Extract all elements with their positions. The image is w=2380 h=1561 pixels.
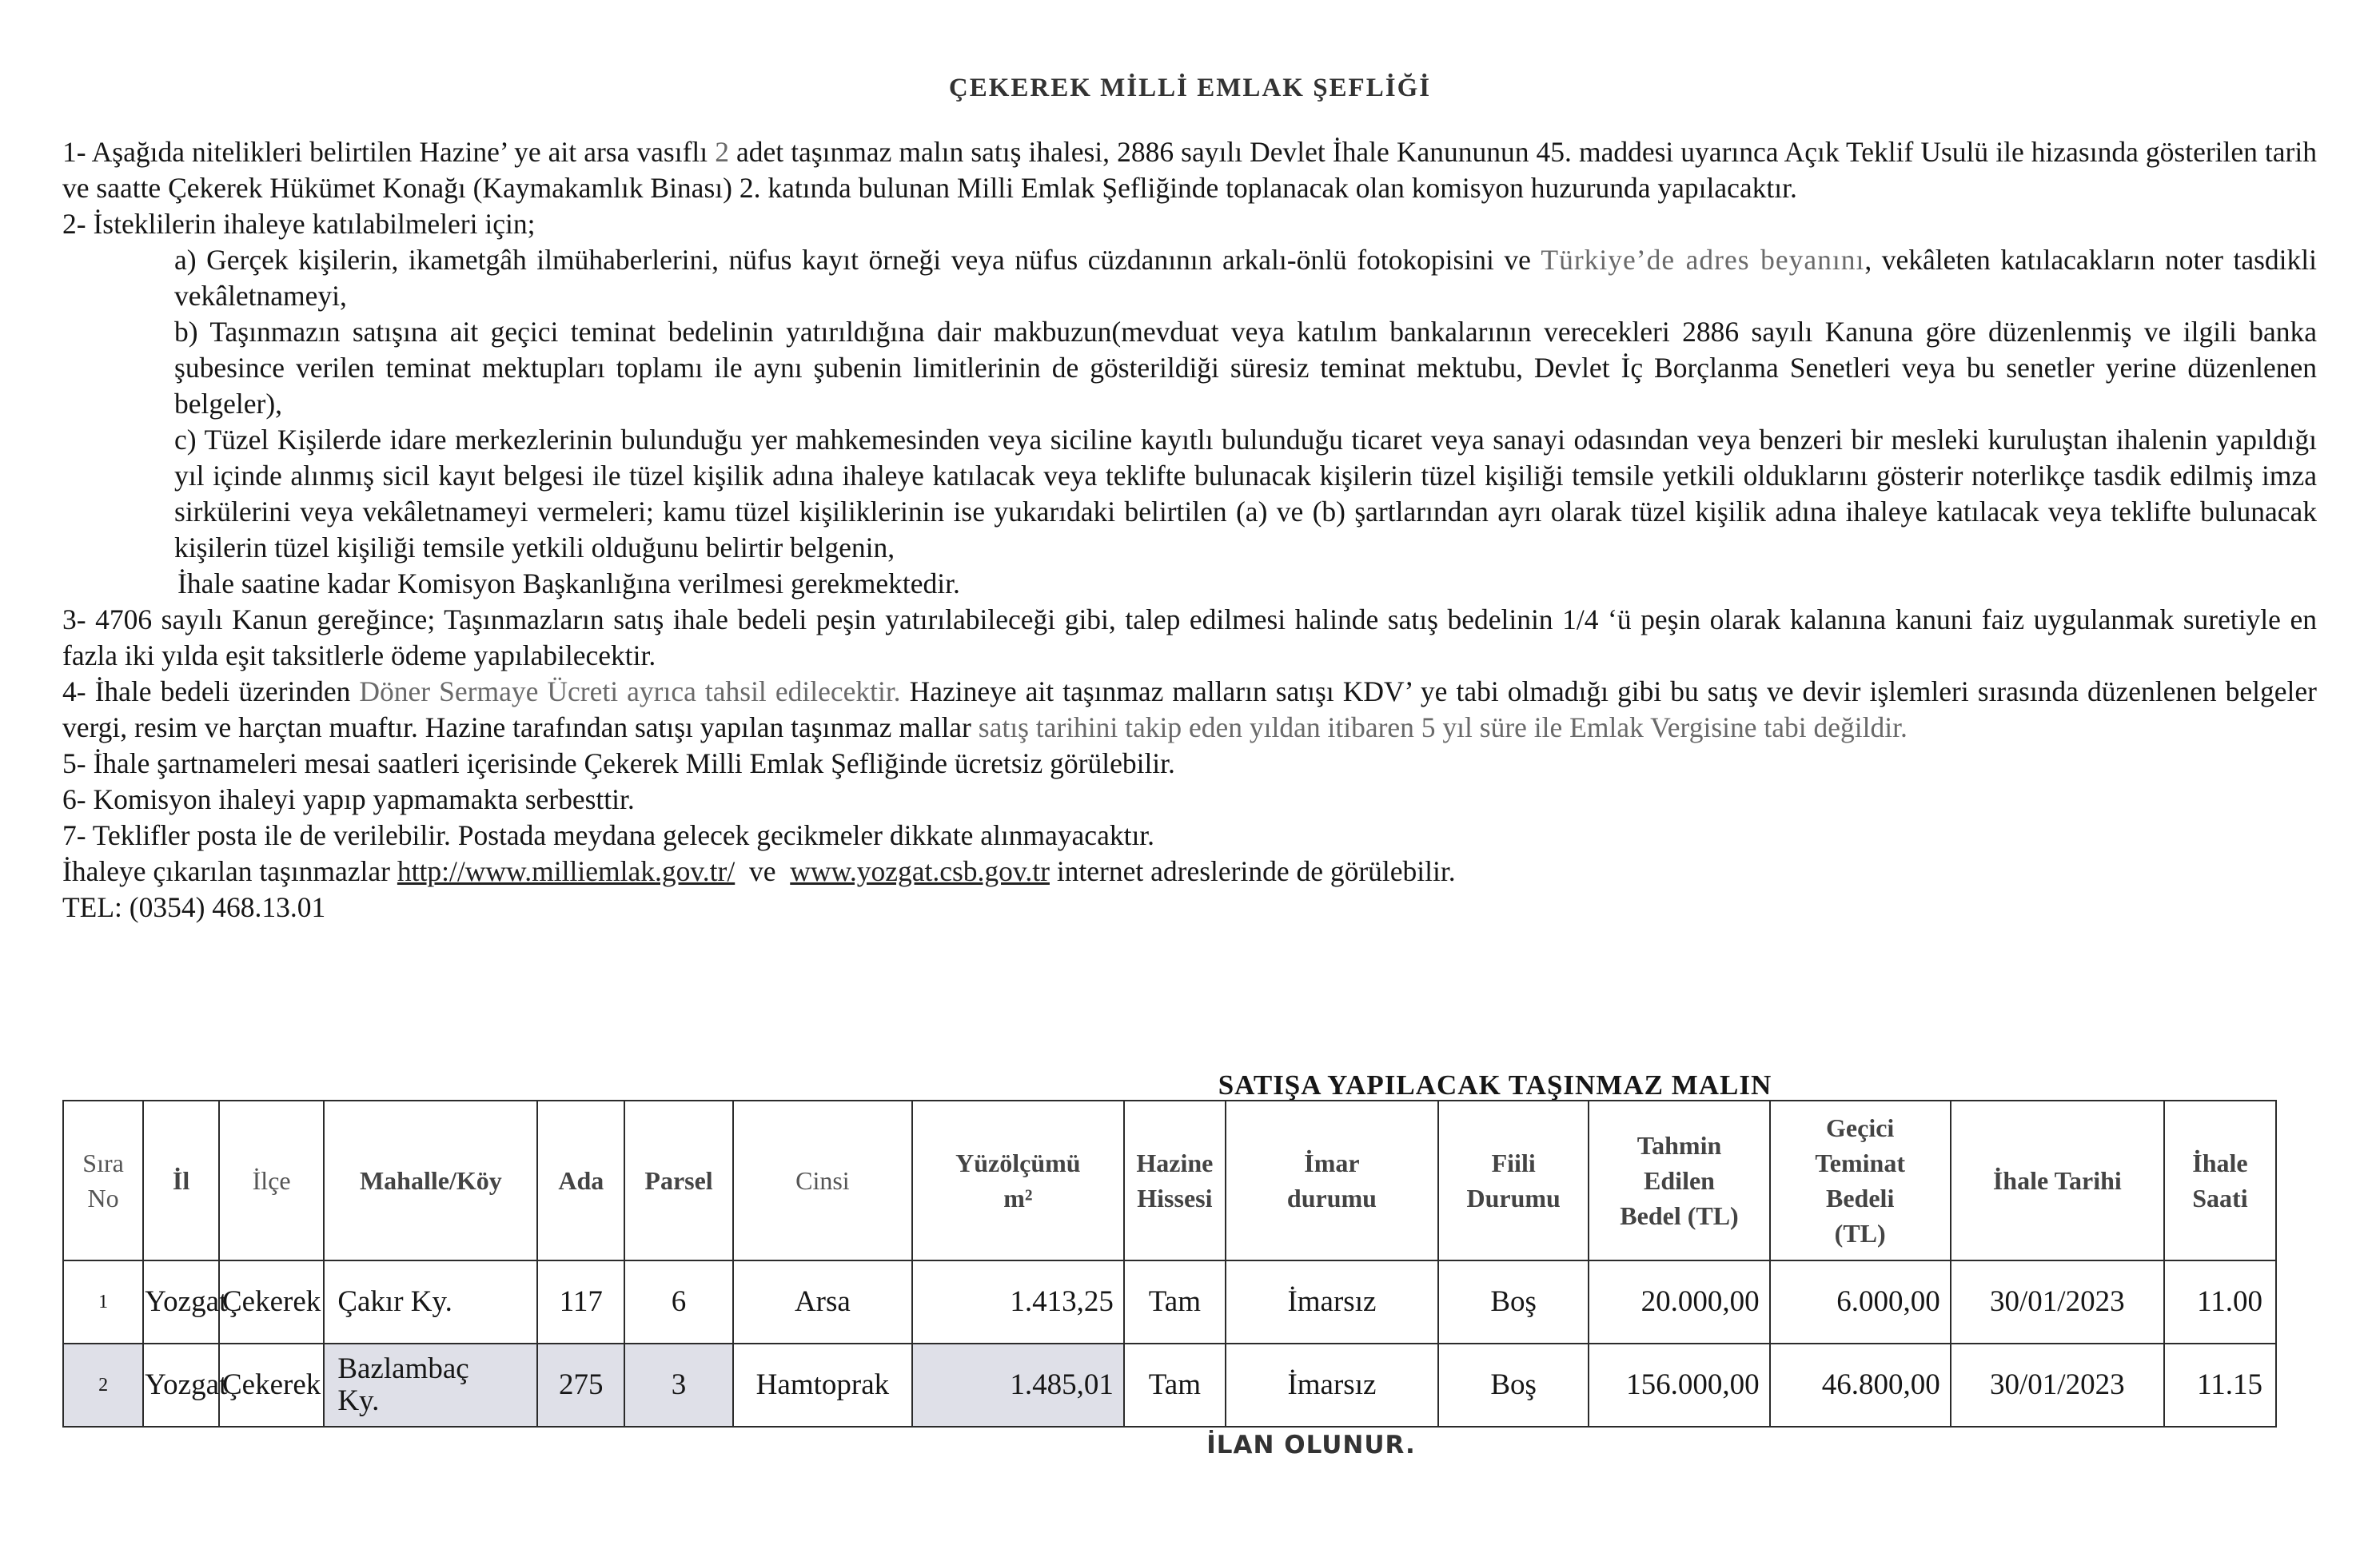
links-line <box>62 854 2317 890</box>
cell-imar: İmarsız <box>1226 1344 1438 1427</box>
cell-ada: 275 <box>537 1344 624 1427</box>
paragraph-2a-text-a: a) Gerçek kişilerin, ikametgâh ilmühaberlerini, nüfus kayıt örneği veya nüfus cüzdanının arkalı-önlü fotokopisini ve <box>174 244 1541 276</box>
cell-mahalle: Bazlambaç Ky. <box>324 1344 537 1427</box>
cell-sira: 1 <box>63 1260 143 1344</box>
table-title: SATIŞA YAPILACAK TAŞINMAZ MALIN <box>1218 1069 1772 1101</box>
cell-yuzolcumu: 1.413,25 <box>912 1260 1124 1344</box>
header-mahalle: Mahalle/Köy <box>324 1101 537 1260</box>
header-parsel: Parsel <box>624 1101 733 1260</box>
header-fiili-durumu: Fiili Durumu <box>1438 1101 1589 1260</box>
cell-mahalle: Çakır Ky. <box>324 1260 537 1344</box>
cell-tarih: 30/01/2023 <box>1951 1344 2164 1427</box>
header-il: İl <box>143 1101 219 1260</box>
links-line-text-a: İhaleye çıkarılan taşınmazlar <box>62 855 397 887</box>
property-table-wrapper <box>62 1100 2277 1428</box>
paragraph-2b: b) Taşınmazın satışına ait geçici teminat bedelinin yatırıldığına dair makbuzun(mevduat veya katılım bankalarının verecekleri 2886 sayılı Kanuna göre düzenlenmiş ve ilgili banka şubesince verilen teminat mektupları toplamı ile aynı şubenin limitlerinin de gösterildiği süresiz teminat mektubu, Devlet İç Borçlanma Senetleri veya bu senetler yerine düzenlenen belgeler), <box>174 316 2317 420</box>
cell-il: Yozgat <box>143 1260 219 1344</box>
header-ihale-saati: İhale Saati <box>2164 1101 2276 1260</box>
cell-sira: 2 <box>63 1344 143 1427</box>
footer-notice: İLAN OLUNUR. <box>1206 1431 1416 1459</box>
cell-yuzolcumu: 1.485,01 <box>912 1344 1124 1427</box>
links-line-text-b: internet adreslerinde de görülebilir. <box>1049 855 1456 887</box>
paragraph-2c: c) Tüzel Kişilerde idare merkezlerinin bulunduğu yer mahkemesinden veya siciline kayıtlı bulunduğu ticaret veya sanayi odasından veya benzeri bir mesleki kuruluştan ihalenin yapıldığı yıl içinde alınmış sicil kayıt belgesi ile tüzel kişilik adına ihaleye katılacak veya teklifte bulunacak kişilerin tüzel kişiliği temsile yetkili olduklarını gösterir noterlikçe tasdik edilmiş imza sirkülerini veya vekâletnameyi vermeleri; kamu tüzel kişiliklerinin ise yukarıdaki belirtilen (a) ve (b) şartlarından ayrı olarak tüzel kişilik adına ihaleye katılacak veya teklifte bulunacak kişilerin tüzel kişiliği temsile yetkili olduğunu belirtir belgenin, <box>174 424 2317 563</box>
cell-fiili: Boş <box>1438 1260 1589 1344</box>
header-hazine-hissesi: Hazine Hissesi <box>1124 1101 1226 1260</box>
paragraph-4-text-b: Hazineye ait taşınmaz malların satışı KDV’ ye tabi olmadığı gibi bu satış ve devir işlemleri sırasında düzenlenen belgeler vergi, resim ve harçtan muaftır. Hazine tarafından satışı yapılan taşınmaz mallar <box>62 675 2317 743</box>
paragraph-5: 5- İhale şartnameleri mesai saatleri içerisinde Çekerek Milli Emlak Şefliğinde ücretsiz görülebilir. <box>62 747 1175 779</box>
cell-saat: 11.15 <box>2164 1344 2276 1427</box>
paragraph-2d: İhale saatine kadar Komisyon Başkanlığına verilmesi gerekmektedir. <box>177 567 960 599</box>
table-row <box>63 1260 2276 1344</box>
cell-parsel: 3 <box>624 1344 733 1427</box>
cell-hisse: Tam <box>1124 1260 1226 1344</box>
cell-ilce: Çekerek <box>219 1344 324 1427</box>
cell-ada: 117 <box>537 1260 624 1344</box>
cell-tahmin: 20.000,00 <box>1589 1260 1769 1344</box>
cell-cinsi: Arsa <box>733 1260 912 1344</box>
page-title: ÇEKEREK MİLLİ EMLAK ŞEFLİĞİ <box>948 74 1432 102</box>
header-sira: Sıra No <box>63 1101 143 1260</box>
cell-tarih: 30/01/2023 <box>1951 1260 2164 1344</box>
paragraph-1-text-a: 1- Aşağıda nitelikleri belirtilen Hazine’ ye ait arsa vasıflı <box>62 136 716 168</box>
telephone: TEL: (0354) 468.13.01 <box>62 891 326 923</box>
paragraph-4-text-a: 4- İhale bedeli üzerinden <box>62 675 360 707</box>
cell-saat: 11.00 <box>2164 1260 2276 1344</box>
cell-imar: İmarsız <box>1226 1260 1438 1344</box>
cell-fiili: Boş <box>1438 1344 1589 1427</box>
cell-tahmin: 156.000,00 <box>1589 1344 1769 1427</box>
cell-parsel: 6 <box>624 1260 733 1344</box>
address-declaration-text: Türkiye’de adres beyanını <box>1541 244 1865 276</box>
property-count: 2 <box>715 136 729 168</box>
cell-cinsi: Hamtoprak <box>733 1344 912 1427</box>
header-gecici-teminat: Geçici Teminat Bedeli (TL) <box>1770 1101 1951 1260</box>
paragraph-1 <box>62 134 2317 206</box>
header-ihale-tarihi: İhale Tarihi <box>1951 1101 2164 1260</box>
paragraph-2a <box>62 242 2317 314</box>
paragraph-2a-text-b: , vekâleten katılacakların noter tasdikli vekâletnameyi, <box>174 244 2317 312</box>
header-ada: Ada <box>537 1101 624 1260</box>
cell-ilce: Çekerek <box>219 1260 324 1344</box>
cell-hisse: Tam <box>1124 1344 1226 1427</box>
header-cinsi: Cinsi <box>733 1101 912 1260</box>
header-ilce: İlçe <box>219 1101 324 1260</box>
table-header-row <box>63 1101 2276 1260</box>
header-tahmin-bedel: Tahmin Edilen Bedel (TL) <box>1589 1101 1769 1260</box>
links-line-mid: ve <box>735 855 791 887</box>
cell-teminat: 46.800,00 <box>1770 1344 1951 1427</box>
fee-note: Döner Sermaye Ücreti ayrıca tahsil edilecektir. <box>359 675 901 707</box>
paragraph-2-intro: 2- İsteklilerin ihaleye katılabilmeleri için; <box>62 208 536 240</box>
yozgat-csb-link[interactable]: www.yozgat.csb.gov.tr <box>790 855 1050 887</box>
cell-teminat: 6.000,00 <box>1770 1260 1951 1344</box>
table-row <box>63 1344 2276 1427</box>
header-imar-durumu: İmar durumu <box>1226 1101 1438 1260</box>
header-yuzolcumu: Yüzölçümü m² <box>912 1101 1124 1260</box>
tax-exemption-note: satış tarihini takip eden yıldan itibaren 5 yıl süre ile Emlak Vergisine tabi değildir. <box>978 711 1908 743</box>
milliemlak-link[interactable]: http://www.milliemlak.gov.tr/ <box>397 855 736 887</box>
announcement-body <box>62 134 2317 926</box>
paragraph-6: 6- Komisyon ihaleyi yapıp yapmamakta serbesttir. <box>62 783 635 815</box>
paragraph-4 <box>62 674 2317 746</box>
property-table <box>62 1100 2277 1428</box>
cell-il: Yozgat <box>143 1344 219 1427</box>
paragraph-3: 3- 4706 sayılı Kanun gereğince; Taşınmazların satış ihale bedeli peşin yatırılabileceği gibi, talep edilmesi halinde satış bedelinin 1/4 ‘ü peşin olarak kalanına kanuni faiz uygulanmak suretiyle en fazla iki yılda eşit taksitlerle ödeme yapılabilecektir. <box>62 603 2317 671</box>
paragraph-7: 7- Teklifler posta ile de verilebilir. Postada meydana gelecek gecikmeler dikkate alınmayacaktır. <box>62 819 1155 851</box>
paragraph-1-text-b: adet taşınmaz malın satış ihalesi, 2886 sayılı Devlet İhale Kanununun 45. maddesi uyarınca Açık Teklif Usulü ile hizasında gösterilen tarih ve saatte Çekerek Hükümet Konağı (Kaymakamlık Binası) 2. katında bulunan Milli Emlak Şefliğinde toplanacak olan komisyon huzurunda yapılacaktır. <box>62 136 2317 204</box>
